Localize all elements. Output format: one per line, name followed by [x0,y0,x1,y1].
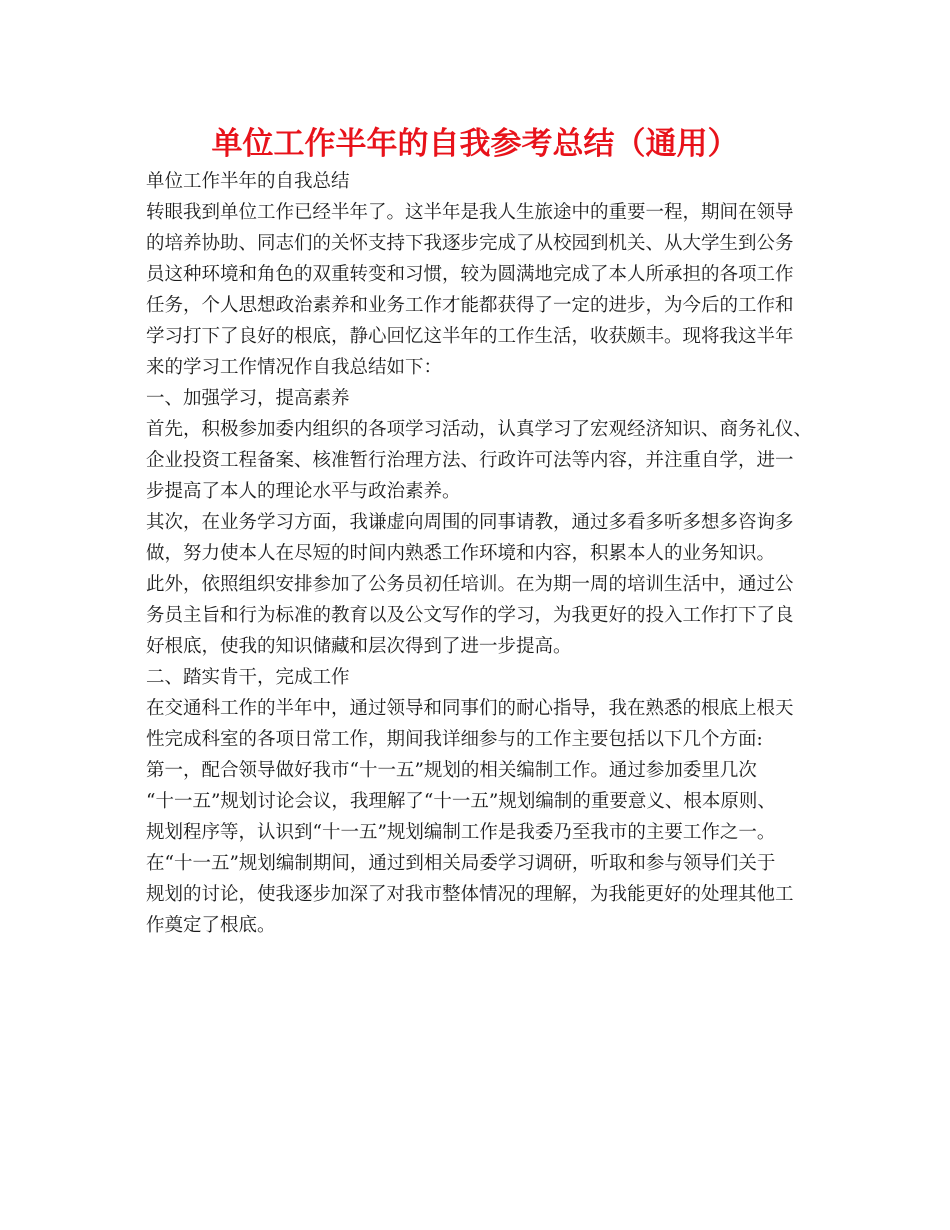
body-line: 来的学习工作情况作自我总结如下： [146,357,443,378]
section-heading-2: 二、踏实肯干，完成工作 [146,667,350,688]
body-line: 此外，依照组织安排参加了公务员初任培训。在为期一周的培训生活中，通过公 [146,574,794,595]
body-line: 步提高了本人的理论水平与政治素养。 [146,481,461,502]
body-line: 任务，个人思想政治素养和业务工作才能都获得了一定的进步，为今后的工作和 [146,295,794,316]
body-line: 转眼我到单位工作已经半年了。这半年是我人生旅途中的重要一程，期间在领导 [146,202,794,223]
document-body [146,166,816,941]
body-line: 规划的讨论，使我逐步加深了对我市整体情况的理解，为我能更好的处理其他工 [146,884,794,905]
body-line: 在交通科工作的半年中，通过领导和同事们的耐心指导，我在熟悉的根底上根天 [146,698,794,719]
document-title: 单位工作半年的自我参考总结（通用） [211,126,739,162]
body-line: 第一，配合领导做好我市“十一五”规划的相关编制工作。通过参加委里几次 [146,760,757,781]
document-subtitle: 单位工作半年的自我总结 [146,171,350,192]
body-line: “十一五”规划讨论会议，我理解了“十一五”规划编制的重要意义、根本原则、 [146,791,776,812]
body-line: 首先，积极参加委内组织的各项学习活动，认真学习了宏观经济知识、商务礼仪、 [146,419,813,440]
body-line: 性完成科室的各项日常工作，期间我详细参与的工作主要包括以下几个方面: [146,729,763,750]
section-heading-1: 一、加强学习，提高素养 [146,388,350,409]
body-line: 企业投资工程备案、核准暂行治理方法、行政许可法等内容，并注重自学，进一 [146,450,794,471]
body-line: 务员主旨和行为标准的教育以及公文写作的学习，为我更好的投入工作打下了良 [146,605,794,626]
body-line: 好根底，使我的知识储藏和层次得到了进一步提高。 [146,636,572,657]
body-line: 其次，在业务学习方面，我谦虚向周围的同事请教，通过多看多听多想多咨询多 [146,512,794,533]
body-line: 学习打下了良好的根底，静心回忆这半年的工作生活，收获颇丰。现将我这半年 [146,326,794,347]
body-line: 员这种环境和角色的双重转变和习惯，较为圆满地完成了本人所承担的各项工作 [146,264,794,285]
body-line: 作奠定了根底。 [146,915,276,936]
body-line: 在“十一五”规划编制期间，通过到相关局委学习调研，听取和参与领导们关于 [146,853,776,874]
body-line: 的培养协助、同志们的关怀支持下我逐步完成了从校园到机关、从大学生到公务 [146,233,794,254]
body-line: 做，努力使本人在尽短的时间内熟悉工作环境和内容，积累本人的业务知识。 [146,543,776,564]
body-line: 规划程序等，认识到“十一五”规划编制工作是我委乃至我市的主要工作之一。 [146,822,776,843]
